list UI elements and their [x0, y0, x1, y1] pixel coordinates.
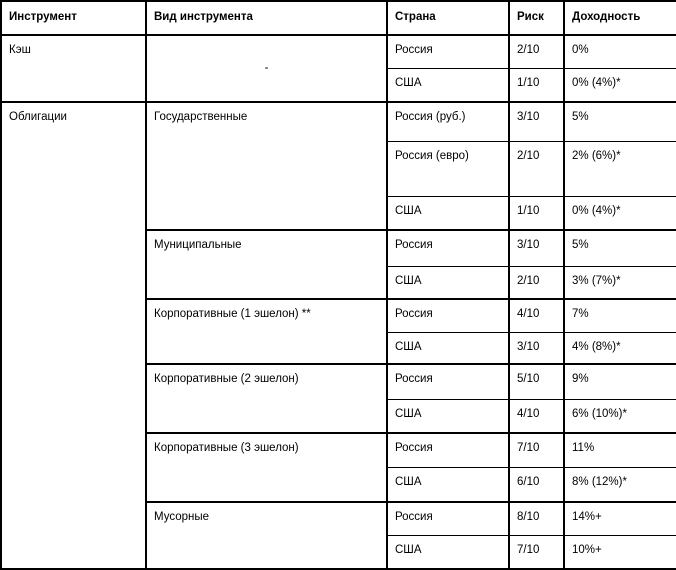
kind-cell: Корпоративные (2 эшелон) — [146, 364, 387, 433]
kind-cell: - — [146, 35, 387, 102]
column-header-instrument: Инструмент — [1, 1, 146, 35]
country-cell: Россия — [387, 299, 509, 332]
risk-cell: 3/10 — [509, 230, 564, 266]
column-header-yield: Доходность — [564, 1, 676, 35]
yield-cell: 5% — [564, 102, 676, 141]
country-cell: Россия — [387, 230, 509, 266]
country-cell: Россия — [387, 364, 509, 399]
country-cell: Россия (руб.) — [387, 102, 509, 141]
yield-cell: 10%+ — [564, 535, 676, 569]
country-cell: Россия — [387, 433, 509, 467]
yield-cell: 9% — [564, 364, 676, 399]
yield-cell: 5% — [564, 230, 676, 266]
yield-cell: 7% — [564, 299, 676, 332]
yield-cell: 2% (6%)* — [564, 141, 676, 196]
country-cell: США — [387, 535, 509, 569]
risk-cell: 3/10 — [509, 102, 564, 141]
table-row — [1, 102, 676, 141]
country-cell: США — [387, 68, 509, 102]
risk-cell: 4/10 — [509, 299, 564, 332]
column-header-risk: Риск — [509, 1, 564, 35]
risk-cell: 1/10 — [509, 196, 564, 230]
country-cell: Россия (евро) — [387, 141, 509, 196]
risk-cell: 1/10 — [509, 68, 564, 102]
risk-cell: 2/10 — [509, 141, 564, 196]
risk-cell: 4/10 — [509, 399, 564, 433]
kind-cell: Государственные — [146, 102, 387, 230]
kind-cell: Корпоративные (1 эшелон) ** — [146, 299, 387, 364]
risk-cell: 8/10 — [509, 502, 564, 535]
kind-cell: Мусорные — [146, 502, 387, 569]
risk-cell: 7/10 — [509, 535, 564, 569]
table-row — [1, 35, 676, 68]
yield-cell: 0% (4%)* — [564, 68, 676, 102]
kind-cell: Корпоративные (3 эшелон) — [146, 433, 387, 502]
yield-cell: 14%+ — [564, 502, 676, 535]
instrument-cell: Кэш — [1, 35, 146, 102]
country-cell: Россия — [387, 35, 509, 68]
yield-cell: 0% — [564, 35, 676, 68]
country-cell: США — [387, 467, 509, 502]
country-cell: США — [387, 332, 509, 364]
country-cell: США — [387, 266, 509, 299]
column-header-kind: Вид инструмента — [146, 1, 387, 35]
country-cell: США — [387, 399, 509, 433]
yield-cell: 6% (10%)* — [564, 399, 676, 433]
yield-cell: 8% (12%)* — [564, 467, 676, 502]
yield-cell: 11% — [564, 433, 676, 467]
risk-cell: 2/10 — [509, 35, 564, 68]
risk-cell: 7/10 — [509, 433, 564, 467]
yield-cell: 3% (7%)* — [564, 266, 676, 299]
risk-cell: 2/10 — [509, 266, 564, 299]
risk-cell: 6/10 — [509, 467, 564, 502]
kind-cell: Муниципальные — [146, 230, 387, 299]
country-cell: США — [387, 196, 509, 230]
column-header-country: Страна — [387, 1, 509, 35]
header-row — [1, 1, 676, 35]
risk-cell: 5/10 — [509, 364, 564, 399]
risk-cell: 3/10 — [509, 332, 564, 364]
country-cell: Россия — [387, 502, 509, 535]
instrument-cell: Облигации — [1, 102, 146, 569]
yield-cell: 0% (4%)* — [564, 196, 676, 230]
yield-cell: 4% (8%)* — [564, 332, 676, 364]
